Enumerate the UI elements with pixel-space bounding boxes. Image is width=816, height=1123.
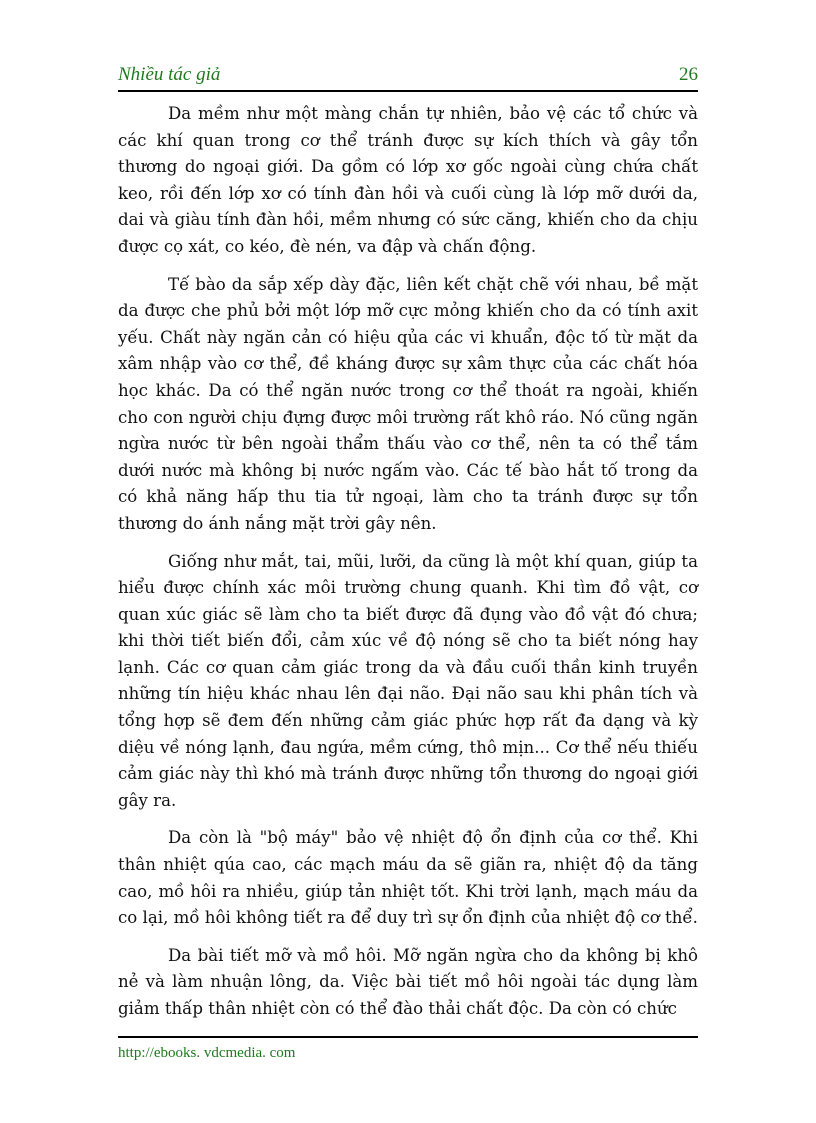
paragraph: Giống như mắt, tai, mũi, lưỡi, da cũng là một khí quan, giúp ta hiểu được chính xác môi trường chung quanh. Khi tìm đồ vật, cơ quan xúc giác sẽ làm cho ta biết được đã đụng vào đồ vật đó chưa; khi thời tiết biến đổi, cảm xúc về độ nóng sẽ cho ta biết nóng hay lạnh. Các cơ quan cảm giác trong da và đầu cuối thần kinh truyền những tín hiệu khác nhau lên đại não. Đại não sau khi phân tích và tổng hợp sẽ đem đến những cảm giác phức hợp rất đa dạng và kỳ diệu về nóng lạnh, đau ngứa, mềm cứng, thô mịn... Cơ thể nếu thiếu cảm giác này thì khó mà tránh được những tổn thương do ngoại giới gây ra. xyxy=(118,551,698,810)
paragraph: Da còn là "bộ máy" bảo vệ nhiệt độ ổn định của cơ thể. Khi thân nhiệt qúa cao, các mạch máu da sẽ giãn ra, nhiệt độ da tăng cao, mồ hôi ra nhiều, giúp tản nhiệt tốt. Khi trời lạnh, mạch máu da co lại, mồ hôi không tiết ra để duy trì sự ổn định của nhiệt độ cơ thể. xyxy=(118,828,698,928)
page-number: 26 xyxy=(679,64,698,85)
header-title: Nhiều tác giả xyxy=(118,64,221,85)
body-text xyxy=(118,101,698,1034)
paragraph: Da bài tiết mỡ và mồ hôi. Mỡ ngăn ngừa cho da không bị khô nẻ và làm nhuận lông, da. Việc bài tiết mồ hôi ngoài tác dụng làm giảm thấp thân nhiệt còn có thể đào thải chất độc. Da còn có chức xyxy=(118,945,698,1018)
page-header xyxy=(118,64,698,92)
paragraph: Tế bào da sắp xếp dày đặc, liên kết chặt chẽ với nhau, bề mặt da được che phủ bởi một lớp mỡ cực mỏng khiến cho da có tính axit yếu. Chất này ngăn cản có hiệu qủa các vi khuẩn, độc tố từ mặt da xâm nhập vào cơ thể, đề kháng được sự xâm thực của các chất hóa học khác. Da có thể ngăn nước trong cơ thể thoát ra ngoài, khiến cho con người chịu đựng được môi trường rất khô ráo. Nó cũng ngăn ngừa nước từ bên ngoài thẩm thấu vào cơ thể, nên ta có thể tắm dưới nước mà không bị nước ngấm vào. Các tế bào hắt tố trong da có khả năng hấp thu tia tử ngoại, làm cho ta tránh được sự tổn thương do ánh nắng mặt trời gây nên. xyxy=(118,274,698,533)
footer-url-link[interactable]: http://ebooks. vdcmedia. com xyxy=(118,1045,296,1061)
footer-divider xyxy=(118,1036,698,1038)
paragraph: Da mềm như một màng chắn tự nhiên, bảo vệ các tổ chức và các khí quan trong cơ thể tránh được sự kích thích và gây tổn thương do ngoại giới. Da gồm có lớp xơ gốc ngoài cùng chứa chất keo, rồi đến lớp xơ có tính đàn hồi và cuối cùng là lớp mỡ dưới da, dai và giàu tính đàn hồi, mềm nhưng có sức căng, khiến cho da chịu được cọ xát, co kéo, đè nén, va đập và chấn động. xyxy=(118,104,698,256)
